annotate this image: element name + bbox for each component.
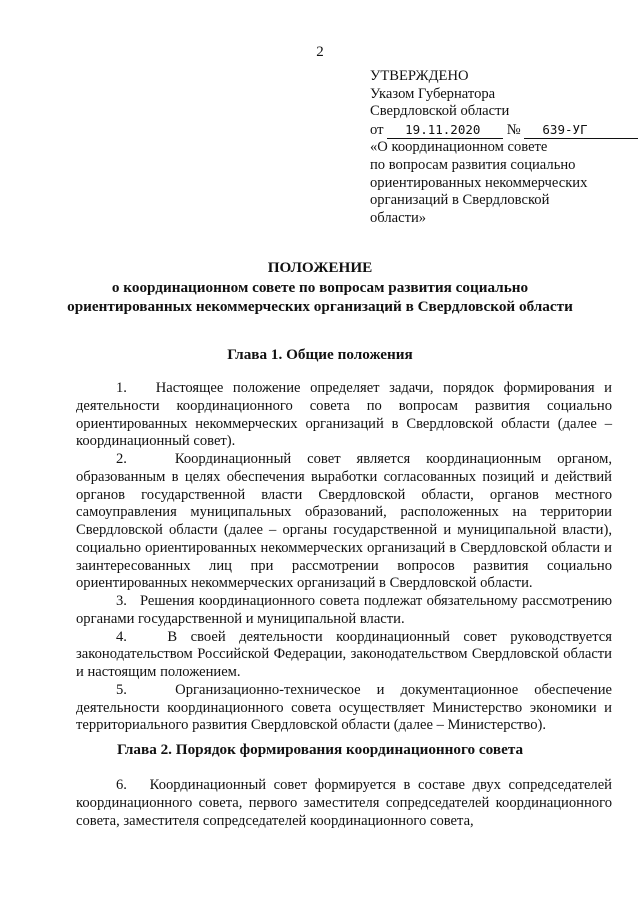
- decree-number: 639-УГ: [524, 121, 638, 140]
- document-subtitle: о координационном совете по вопросам развития социально: [111, 279, 529, 296]
- approved-by-line: Указом Губернатора: [370, 85, 496, 102]
- decree-title-line: ориентированных некоммерческих: [370, 174, 588, 191]
- paragraph: 3. Решения координационного совета подлежат обязательному рассмотрению органами государственной и муниципальной власти.: [76, 593, 612, 627]
- decree-date: 19.11.2020: [387, 121, 503, 140]
- paragraph: 5. Организационно-техническое и документационное обеспечение деятельности координационного совета осуществляет Министерство экономики и территориального развития Свердловской области (далее – Министерство).: [76, 681, 612, 734]
- chapter-2-body: [76, 777, 612, 830]
- decree-title-line: организаций в Свердловской: [370, 192, 550, 209]
- chapter-2-heading: Глава 2. Порядок формирования координационного совета: [116, 741, 524, 758]
- approved-label: УТВЕРЖДЕНО: [370, 68, 469, 84]
- paragraph: 4. В своей деятельности координационный совет руководствуется законодательством Российской Федерации, законодательством Свердловской области и настоящим положением.: [76, 628, 612, 680]
- document-subtitle: ориентированных некоммерческих организаций в Свердловской области: [67, 298, 573, 315]
- decree-date-number-line: [370, 121, 610, 140]
- approved-region-line: Свердловской области: [370, 103, 510, 120]
- date-prefix: от: [370, 121, 384, 138]
- paragraph: 2. Координационный совет является координационным органом, образованным в целях обеспечения выработки согласованных позиций и действий органов государственной власти Свердловской области, органов местного самоуправления муниципальных образований, расположенных на территории Свердловской области (далее – органы государственной и муниципальной власти), социально ориентированных некоммерческих организаций в Свердловской области и заинтересованных лиц при рассмотрении вопросов развития социально ориентированных некоммерческих организаций в Свердловской области.: [76, 451, 612, 592]
- paragraph: 1. Настоящее положение определяет задачи, порядок формирования и деятельности координационного совета по вопросам развития социально ориентированных некоммерческих организаций в Свердловской области (далее – координационный совет).: [76, 380, 612, 450]
- chapter-1-heading: Глава 1. Общие положения: [227, 346, 413, 363]
- document-title: ПОЛОЖЕНИЕ: [267, 259, 373, 276]
- decree-title-line: области»: [370, 209, 427, 226]
- number-prefix: №: [506, 121, 521, 138]
- decree-title-line: «О координационном совете: [370, 139, 548, 156]
- chapter-1-body: [76, 380, 612, 735]
- decree-title-line: по вопросам развития социально: [370, 156, 576, 173]
- paragraph: 6. Координационный совет формируется в составе двух сопредседателей координационного совета, первого заместителя сопредседателей координационного совета, заместителя сопредседателей координационного совета,: [76, 777, 612, 829]
- page-number: 2: [316, 44, 324, 60]
- approval-stamp: [370, 68, 610, 227]
